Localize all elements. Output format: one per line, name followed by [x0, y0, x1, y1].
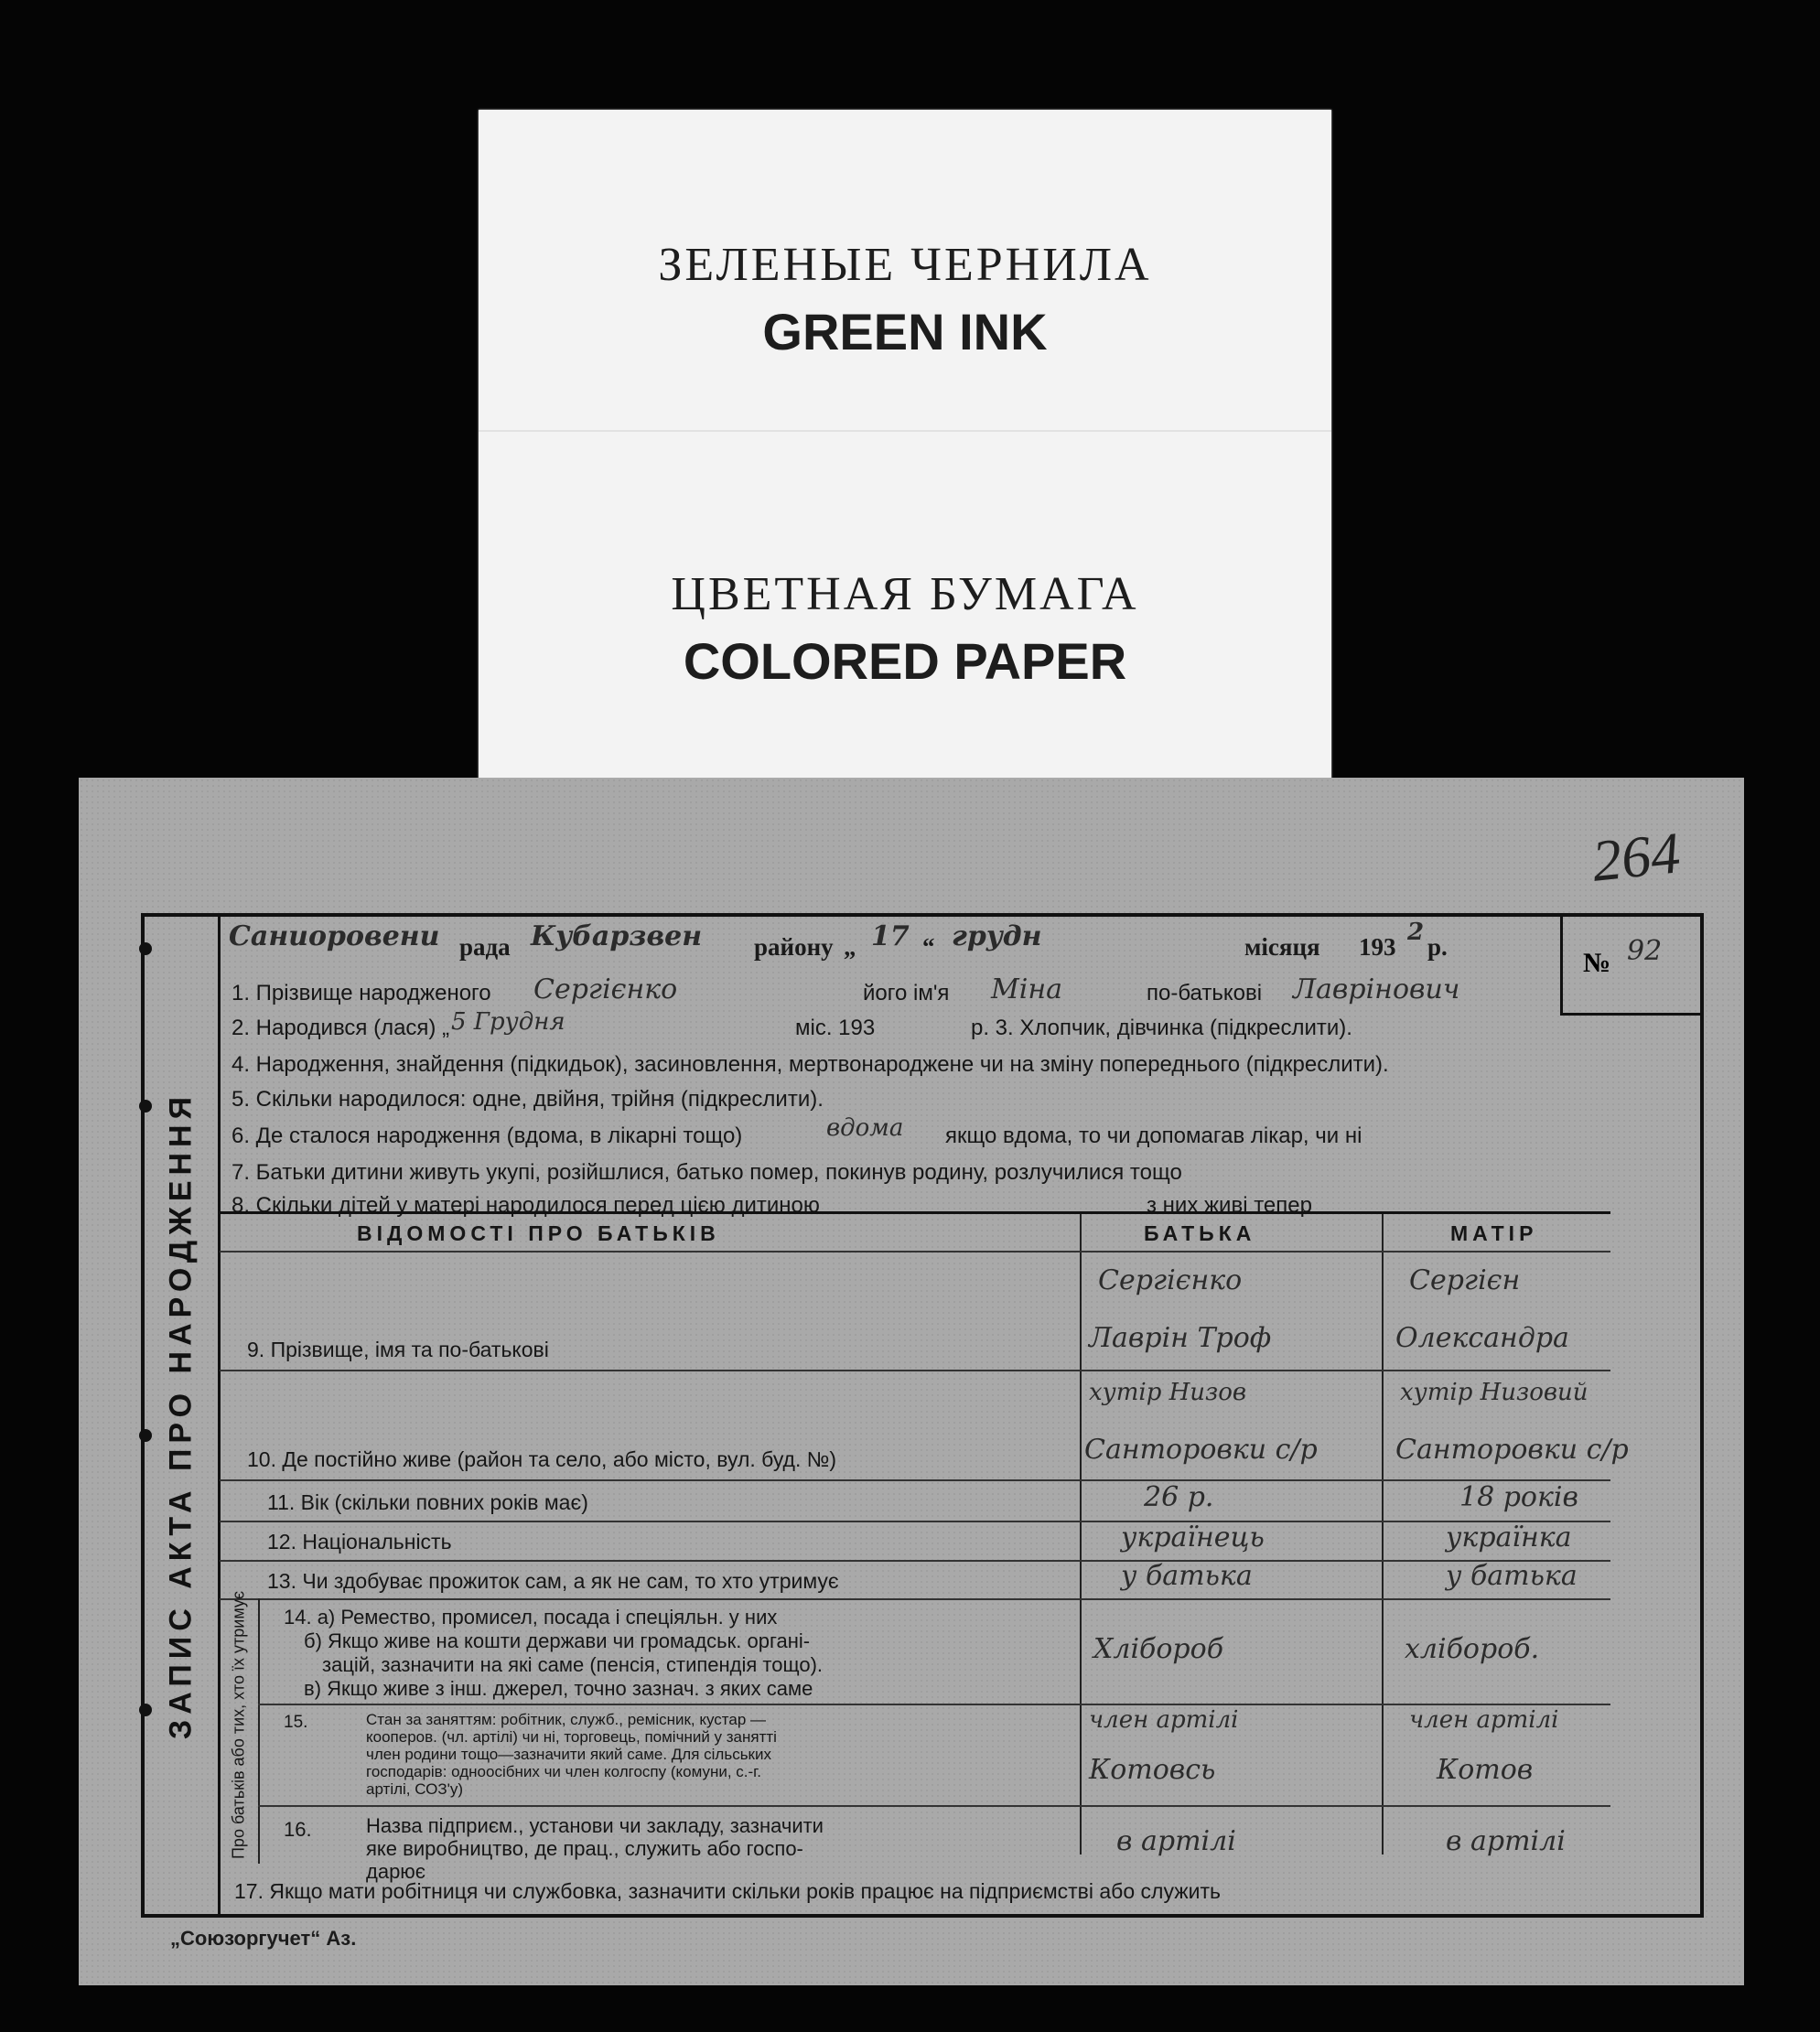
row-2-label-c: р. 3. Хлопчик, дівчинка (підкреслити). [971, 1016, 1352, 1040]
row-1-label-b: його ім'я [863, 981, 950, 1005]
colored-paper-note [479, 110, 1331, 805]
row-17: 17. Якщо мати робітниця чи службовка, зазначити скільки років працює на підприємстві або служить [234, 1879, 1221, 1903]
col-divider [1382, 1214, 1384, 1855]
row-15-line-b: кооперов. (чл. артілі) чи ні, торговець, помічний у занятті [366, 1728, 777, 1746]
row-divider [220, 1251, 1610, 1253]
punch-hole [139, 1429, 152, 1442]
row-12-label: 12. Національність [267, 1530, 452, 1554]
parents-table [220, 1211, 1629, 1883]
row-6 [232, 1114, 1362, 1149]
father-workplace: в артілі [1116, 1825, 1236, 1857]
quote-close: “ [922, 933, 935, 961]
header-line [220, 919, 1519, 968]
green-ink-ru: ЗЕЛЕНЫЕ ЧЕРНИЛА [658, 239, 1152, 291]
quote-open: „ [844, 933, 856, 961]
row-14b-cont: зацій, зазначити на які саме (пенсія, стипендія тощо). [322, 1653, 824, 1676]
number-label: № [1583, 948, 1611, 978]
father-support: у батька [1121, 1560, 1253, 1592]
mother-workplace: в артілі [1446, 1825, 1566, 1857]
row-6-label-a: 6. Де сталося народження (вдома, в лікарні тощо) [232, 1124, 743, 1148]
row-15-line-d: господарів: одноосібних чи член колгоспу (комуни, с.-г. [366, 1763, 762, 1780]
mother-nationality: українка [1446, 1521, 1572, 1554]
row-16-line-b: яке виробництво, де прац., служить або госпо- [366, 1837, 803, 1860]
mother-address-1: хутір Низовий [1400, 1379, 1588, 1406]
row-14c: в) Якщо живе з інш. джерел, точно зазнач. з яких саме [304, 1677, 813, 1700]
hw-number: 92 [1627, 935, 1663, 967]
punch-hole [139, 1100, 152, 1113]
row-1 [232, 973, 1460, 1006]
row-8-label-b: з них живі тепер [1147, 1193, 1312, 1218]
row-15-line-a: Стан за заняттям: робітник, служб., ремісник, кустар — [366, 1711, 767, 1728]
father-address-2: Санторовки с/р [1084, 1434, 1318, 1466]
raionu-label: району [754, 933, 834, 961]
fold-line [479, 430, 1331, 432]
row-divider [258, 1805, 1610, 1807]
row-divider [220, 1479, 1610, 1481]
mother-status-1: член артілі [1409, 1706, 1559, 1734]
row-15-number: 15. [284, 1713, 308, 1732]
birth-record-card [79, 778, 1744, 1985]
row-2 [232, 1008, 1352, 1041]
mother-support: у батька [1446, 1560, 1578, 1592]
col-divider [1080, 1214, 1082, 1855]
row-8-label-a: 8. Скільки дітей у матері народилося перед цією дитиною [232, 1193, 820, 1218]
row-13-label: 13. Чи здобуває прожиток сам, а як не сам, то хто утримує [267, 1569, 839, 1593]
row-divider [220, 1521, 1610, 1522]
row-divider [220, 1370, 1610, 1371]
colored-paper-ru: ЦВЕТНАЯ БУМАГА [671, 568, 1139, 620]
colored-paper-en: COLORED PAPER [683, 632, 1127, 690]
row-14b: б) Якщо живе на кошти держави чи громадськ. органі- [304, 1629, 811, 1652]
sub-section-column [220, 1590, 260, 1864]
father-status-2: Котовсь [1089, 1754, 1216, 1786]
hw-child-name: Міна [991, 973, 1062, 1005]
hw-year-digit: 2 [1407, 919, 1425, 946]
mother-surname: Сергієн [1409, 1264, 1521, 1296]
hw-district: Кубарзвен [531, 920, 703, 952]
mother-name: Олександра [1395, 1322, 1569, 1354]
row-7: 7. Батьки дитини живуть укупі, розійшлися, батько помер, покинув родину, розлучилися тощо [232, 1160, 1182, 1185]
row-divider [220, 1560, 1610, 1562]
father-nationality: українець [1121, 1521, 1265, 1554]
hw-day: 17 [871, 920, 910, 952]
hw-council: Саниоровени [229, 920, 440, 952]
father-surname: Сергієнко [1098, 1264, 1243, 1296]
row-15-line-e: артілі, СОЗ'у) [366, 1780, 464, 1798]
form-frame [141, 913, 1704, 1918]
mother-status-2: Котов [1437, 1754, 1534, 1786]
row-5: 5. Скільки народилося: одне, двійня, трійня (підкреслити). [232, 1087, 824, 1112]
father-age: 26 р. [1144, 1481, 1214, 1513]
punch-hole [139, 1704, 152, 1716]
row-1-label-c: по-батькові [1147, 981, 1263, 1005]
sub-section-title: Про батьків або тих, хто їх утримує [229, 1590, 248, 1859]
row-16-line-c: дарює [366, 1860, 426, 1883]
row-6-label-b: якщо вдома, то чи допомагав лікар, чи ні [945, 1124, 1362, 1148]
row-15-line-c: член родини тощо—зазначити який саме. Для сільських [366, 1746, 771, 1763]
row-divider [258, 1704, 1610, 1705]
side-title-column [145, 917, 221, 1914]
row-14a: 14. а) Ремество, промисел, посада і спеціяльн. у них [284, 1606, 778, 1629]
hw-month: грудн [952, 920, 1042, 952]
row-divider [220, 1598, 1610, 1600]
row-10-label: 10. Де постійно живе (район та село, або місто, вул. буд. №) [247, 1447, 837, 1471]
mother-trade: хлібороб. [1405, 1633, 1540, 1665]
mother-age: 18 років [1459, 1481, 1578, 1513]
row-1-label-a: 1. Прізвище народженого [232, 981, 491, 1005]
record-number-box [1560, 917, 1700, 1016]
rada-label: рада [459, 933, 511, 961]
hw-child-surname: Сергієнко [533, 973, 678, 1005]
father-trade: Хлібороб [1093, 1633, 1224, 1665]
row-2-label-a: 2. Народився (лася) „ [232, 1016, 450, 1040]
col-header-mother: МАТІР [1450, 1221, 1538, 1245]
page-number: 264 [1588, 820, 1684, 894]
punch-hole [139, 942, 152, 955]
father-status-1: член артілі [1089, 1706, 1239, 1734]
green-ink-en: GREEN INK [762, 303, 1048, 360]
hw-birth-date: 5 Грудня [451, 1008, 565, 1036]
mother-address-2: Санторовки с/р [1395, 1434, 1629, 1466]
row-2-label-b: міс. 193 [795, 1016, 876, 1040]
father-name: Лаврін Троф [1089, 1322, 1272, 1354]
year-prefix: 193 [1359, 933, 1396, 961]
col-header-info: ВІДОМОСТІ ПРО БАТЬКІВ [357, 1221, 720, 1245]
hw-child-patronymic: Лаврінович [1293, 973, 1460, 1005]
row-4: 4. Народження, знайдення (підкидьок), засиновлення, мертвонароджене чи на зміну попереднього (підкреслити). [232, 1052, 1389, 1077]
form-title: ЗАПИС АКТА ПРО НАРОДЖЕННЯ [163, 1091, 199, 1740]
printer-imprint: „Союзоргучет“ Аз. [170, 1927, 357, 1950]
col-header-father: БАТЬКА [1144, 1221, 1256, 1245]
year-suffix: р. [1427, 933, 1448, 961]
row-11-label: 11. Вік (скільки повних років має) [267, 1490, 588, 1514]
row-9-label: 9. Прізвище, імя та по-батькові [247, 1338, 549, 1361]
hw-birth-place: вдома [826, 1114, 904, 1142]
father-address-1: хутір Низов [1089, 1379, 1247, 1406]
misyatsia-label: місяця [1244, 933, 1320, 961]
row-16-line-a: Назва підприєм., установи чи закладу, зазначити [366, 1814, 824, 1837]
row-16-number: 16. [284, 1818, 312, 1841]
